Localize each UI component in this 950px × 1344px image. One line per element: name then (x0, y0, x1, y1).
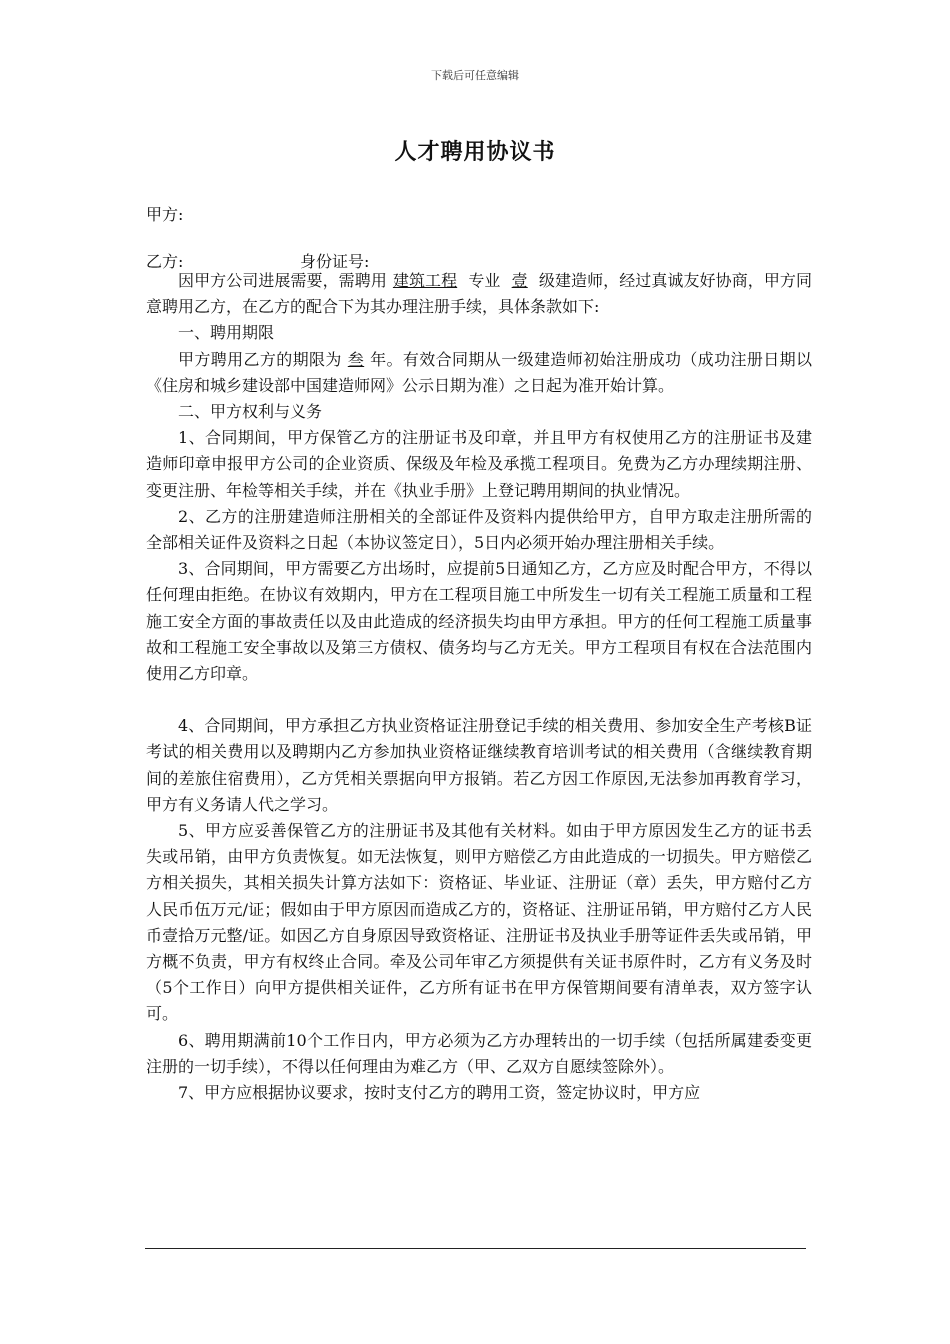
intro-post: 级建造师，经过真诚友好协商，甲方同意聘用乙方，在乙方的配合下为其办理注册手续，具体条款如下: (146, 271, 812, 317)
term-pre: 甲方聘用乙方的期限为 (178, 349, 342, 369)
party-b-label: 乙方: (146, 252, 184, 271)
clause-6: 6、聘用期满前10个工作日内，甲方必须为乙方办理转出的一切手续（包括所属建委变更注册的一切手续），不得以任何理由为难乙方（甲、乙双方自愿续签除外）。 (146, 1030, 812, 1076)
agreement-body (146, 268, 812, 1106)
clause-7: 7、甲方应根据协议要求，按时支付乙方的聘用工资，签定协议时，甲方应 (178, 1083, 701, 1103)
term-post: 年。有效合同期从一级建造师初始注册成功（成功注册日期以《住房和城乡建设部中国建造师网》公示日期为准）之日起为准开始计算。 (146, 349, 812, 395)
footer-rule (145, 1248, 806, 1249)
clause-4: 4、合同期间，甲方承担乙方执业资格证注册登记手续的相关费用、参加安全生产考核B证考试的相关费用以及聘期内乙方参加执业资格证继续教育培训考试的相关费用（含继续教育期间的差旅住宿费用），乙方凭相关票据向甲方报销。若乙方因工作原因,无法参加再教育学习，甲方有义务请人代之学习。 (146, 716, 812, 814)
intro-paragraph (146, 268, 812, 320)
party-a-label: 甲方: (146, 205, 184, 224)
term-years-field: 叁 (347, 349, 365, 369)
intro-mid: 专业 (463, 271, 506, 290)
clause-3: 3、合同期间，甲方需要乙方出场时，应提前5日通知乙方，乙方应及时配合甲方，不得以任何理由拒绝。在协议有效期内，甲方在工程项目施工中所发生一切有关工程施工质量和工程施工安全方面的事故责任以及由此造成的经济损失均由甲方承担。甲方的任何工程施工质量事故和工程施工安全事故以及第三方债权、债务均与乙方无关。甲方工程项目有权在合法范围内使用乙方印章。 (146, 559, 812, 684)
section-2-heading: 二、甲方权利与义务 (178, 402, 323, 422)
document-title: 人才聘用协议书 (394, 139, 556, 165)
intro-pre: 因甲方公司进展需要，需聘用 (178, 271, 387, 290)
term-paragraph (146, 347, 812, 399)
major-field: 建筑工程 (392, 271, 458, 290)
section-1-heading: 一、聘用期限 (178, 323, 275, 343)
level-field: 壹 (511, 271, 528, 290)
clause-2: 2、乙方的注册建造师注册相关的全部证件及资料内提供给甲方，自甲方取走注册所需的全部相关证件及资料之日起（本协议签定日），5日内必须开始办理注册相关手续。 (146, 506, 812, 553)
id-number-label: 身份证号: (300, 252, 370, 271)
header-note: 下载后可任意编辑 (431, 69, 519, 82)
clause-1: 1、合同期间，甲方保管乙方的注册证书及印章，并且甲方有权使用乙方的注册证书及建造师印章申报甲方公司的企业资质、保级及年检及承揽工程项目。免费为乙方办理续期注册、变更注册、年检等相关手续，并在《执业手册》上登记聘用期间的执业情况。 (146, 428, 812, 500)
clause-5: 5、甲方应妥善保管乙方的注册证书及其他有关材料。如由于甲方原因发生乙方的证书丢失或吊销，由甲方负责恢复。如无法恢复，则甲方赔偿乙方由此造成的一切损失。甲方赔偿乙方相关损失，其相关损失计算方法如下：资格证、毕业证、注册证（章）丢失，甲方赔付乙方人民币伍万元/证；假如由于甲方原因而造成乙方的，资格证、注册证吊销，甲方赔付乙方人民币壹拾万元整/证。如因乙方自身原因导致资格证、注册证书及执业手册等证件丢失或吊销，甲方概不负责，甲方有权终止合同。牵及公司年审乙方须提供有关证书原件时，乙方有义务及时（5个工作日）向甲方提供相关证件，乙方所有证书在甲方保管期间要有清单表，双方签字认可。 (146, 821, 812, 1024)
